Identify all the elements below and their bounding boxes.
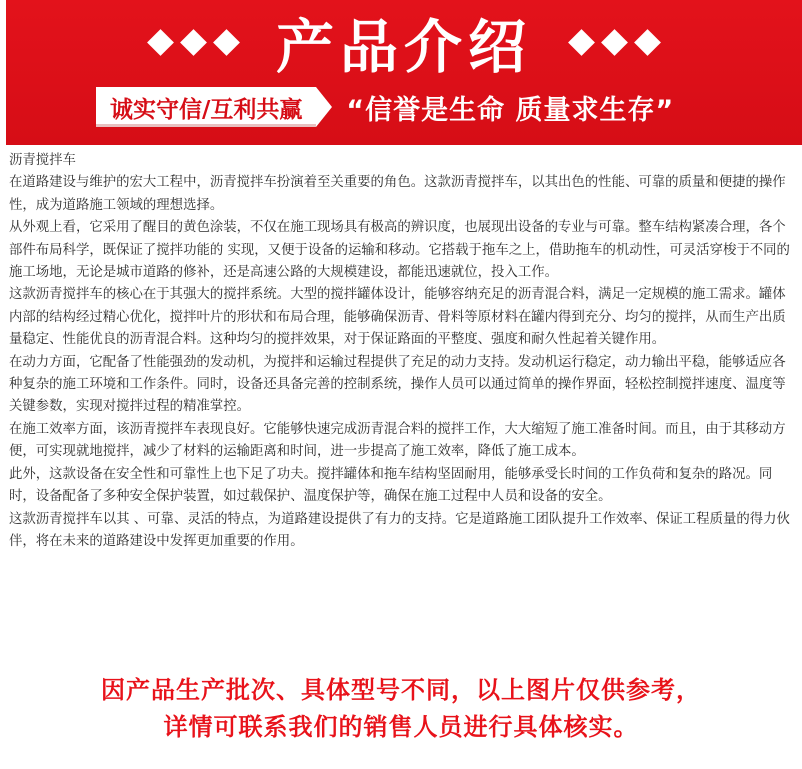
slogan-arrow-icon <box>316 87 332 127</box>
disclaimer-line-1: 因产品生产批次、具体型号不同，以上图片仅供参考， <box>101 676 701 704</box>
article-paragraph: 此外，这款设备在安全性和可靠性上也下足了功夫。搅拌罐体和拖车结构坚固耐用，能够承受长时间的工作负荷和复杂的路况。同时，设备配备了多种安全保护装置，如过载保护、温度保护等，确保在施工过程中人员和设备的安全。 <box>9 466 773 505</box>
diamond-icon <box>213 29 240 56</box>
banner-title: 产品介绍 <box>275 13 532 81</box>
article-paragraph: 从外观上看，它采用了醒目的黄色涂装，不仅在施工现场具有极高的辨识度，也展现出设备的专业与可靠。整车结构紧凑合理，各个部件布局科学，既保证了搅拌功能的 实现，又便于设备的运输和移动。它搭载于拖车之上，借助拖车的机动性，可灵活穿梭于不同的施工场地，无论是城市道路的修补，还是高速公路的大规模建设，都能迅速就位，投入工作。 <box>9 220 790 281</box>
diamond-icon <box>147 29 174 56</box>
diamond-icon <box>568 29 595 56</box>
article-paragraph: 在道路建设与维护的宏大工程中，沥青搅拌车扮演着至关重要的角色。这款沥青搅拌车，以其出色的性能、可靠的质量和便捷的操作性，成为道路施工领域的理想选择。 <box>9 175 786 213</box>
disclaimer <box>0 672 802 746</box>
article-paragraph: 在动力方面，它配备了性能强劲的发动机，为搅拌和运输过程提供了充足的动力支持。发动机运行稳定，动力输出平稳，能够适应各种复杂的施工环境和工作条件。同时，设备还具备完善的控制系统，操作人员可以通过简单的操作界面，轻松控制搅拌速度、温度等关键参数，实现对搅拌过程的精准掌控。 <box>9 354 786 415</box>
banner-title-row <box>6 6 802 81</box>
slogan-row <box>96 87 674 127</box>
slogan-right-quote: “信誉是生命 质量求生存” <box>346 94 675 126</box>
diamond-icon <box>180 29 207 56</box>
article-paragraph: 在施工效率方面，该沥青搅拌车表现良好。它能够快速完成沥青混合料的搅拌工作，大大缩短了施工准备时间。而且，由于其移动方便，可实现就地搅拌，减少了材料的运输距离和时间，进一步提高了施工效率，降低了施工成本。 <box>9 421 786 460</box>
article-body <box>9 150 795 553</box>
article-paragraph: 这款沥青搅拌车以其 、可靠、灵活的特点，为道路建设提供了有力的支持。它是道路施工团队提升工作效率、保证工程质量的得力伙伴，将在未来的道路建设中发挥更加重要的作用。 <box>9 511 790 549</box>
right-diamonds <box>568 33 661 52</box>
left-diamonds <box>147 33 240 52</box>
diamond-icon <box>634 29 661 56</box>
slogan-left-label: 诚实守信/互利共赢 <box>96 87 316 127</box>
article-heading: 沥青搅拌车 <box>9 153 76 168</box>
disclaimer-line-2: 详情可联系我们的销售人员进行具体核实。 <box>163 713 639 741</box>
header-banner <box>6 0 802 145</box>
diamond-icon <box>601 29 628 56</box>
article-paragraph: 这款沥青搅拌车的核心在于其强大的搅拌系统。大型的搅拌罐体设计，能够容纳充足的沥青混合料，满足一定规模的施工需求。罐体内部的结构经过精心优化，搅拌叶片的形状和布局合理，能够确保沥青、骨料等原材料在罐内得到充分、均匀的搅拌，从而生产出质量稳定、性能优良的沥青混合料。这种均匀的搅拌效果，对于保证路面的平整度、强度和耐久性起着关键作用。 <box>9 287 786 348</box>
